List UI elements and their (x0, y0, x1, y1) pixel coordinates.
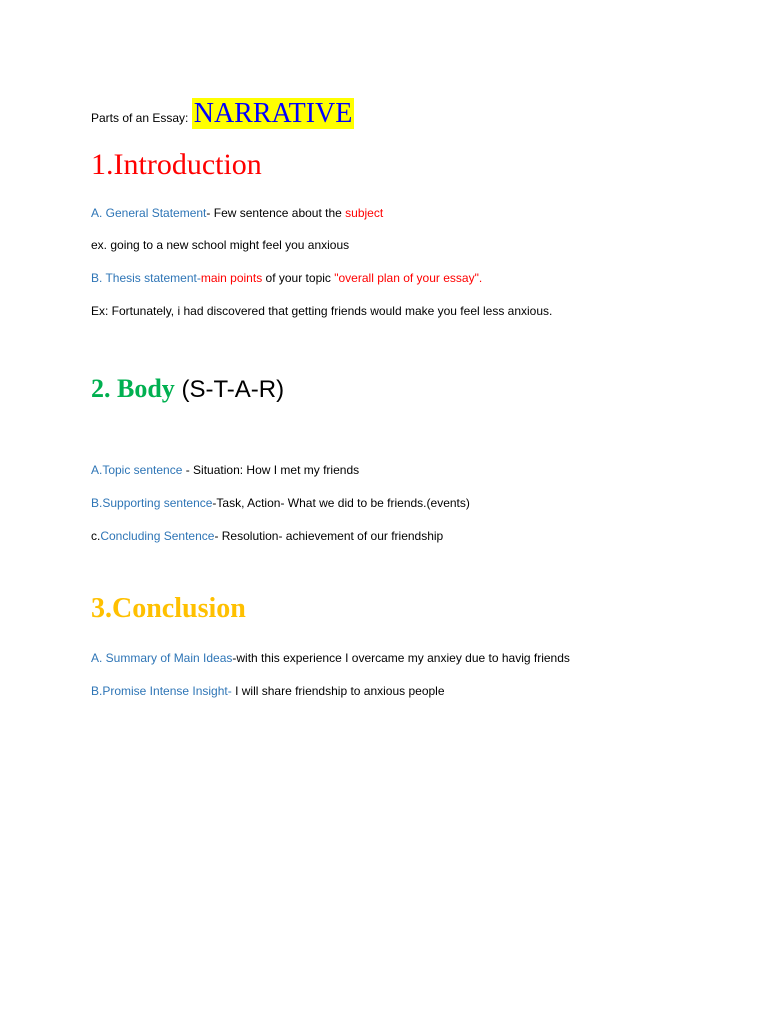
concluding-sentence-prefix: c. (91, 529, 101, 543)
conclusion-summary-line (91, 651, 570, 665)
thesis-key: main points (200, 271, 263, 285)
thesis-statement-label: B. Thesis statement- (91, 271, 201, 285)
conclusion-insight-line (91, 684, 445, 698)
introduction-example-1: ex. going to a new school might feel you anxious (91, 238, 350, 252)
general-statement-line (91, 206, 383, 220)
summary-text: -with this experience I overcame my anxiey due to havig friends (232, 651, 570, 665)
supporting-sentence-text: -Task, Action- What we did to be friends.(events) (212, 496, 470, 510)
essay-title-line (91, 98, 354, 130)
thesis-quote: "overall plan of your essay". (334, 271, 483, 285)
body-concluding-sentence-line (91, 529, 443, 543)
concluding-sentence-text: - Resolution- achievement of our friendship (214, 529, 444, 543)
insight-text: I will share friendship to anxious people (231, 684, 445, 698)
concluding-sentence-label: Concluding Sentence (100, 529, 215, 543)
body-heading-suffix: (S-T-A-R) (174, 376, 285, 403)
body-heading (91, 374, 284, 404)
conclusion-heading: 3.Conclusion (91, 593, 246, 624)
body-heading-word: Body (117, 374, 175, 403)
essay-type-highlight: NARRATIVE (193, 98, 353, 129)
general-statement-text: - Few sentence about the (206, 206, 346, 220)
insight-label: B.Promise Intense Insight- (91, 684, 232, 698)
introduction-example-2: Ex: Fortunately, i had discovered that getting friends would make you feel less anxious. (91, 304, 553, 318)
summary-label: A. Summary of Main Ideas (91, 651, 233, 665)
topic-sentence-text: - Situation: How I met my friends (182, 463, 360, 477)
title-prefix: Parts of an Essay: (91, 111, 192, 125)
supporting-sentence-label: B.Supporting sentence (91, 496, 213, 510)
body-topic-sentence-line (91, 463, 359, 477)
body-supporting-sentence-line (91, 496, 470, 510)
general-statement-label: A. General Statement (91, 206, 207, 220)
thesis-statement-line (91, 271, 482, 285)
general-statement-key: subject (345, 206, 384, 220)
topic-sentence-label: A.Topic sentence (91, 463, 183, 477)
body-heading-number: 2. (91, 374, 117, 403)
thesis-text: of your topic (262, 271, 335, 285)
introduction-heading: 1.Introduction (91, 148, 262, 181)
